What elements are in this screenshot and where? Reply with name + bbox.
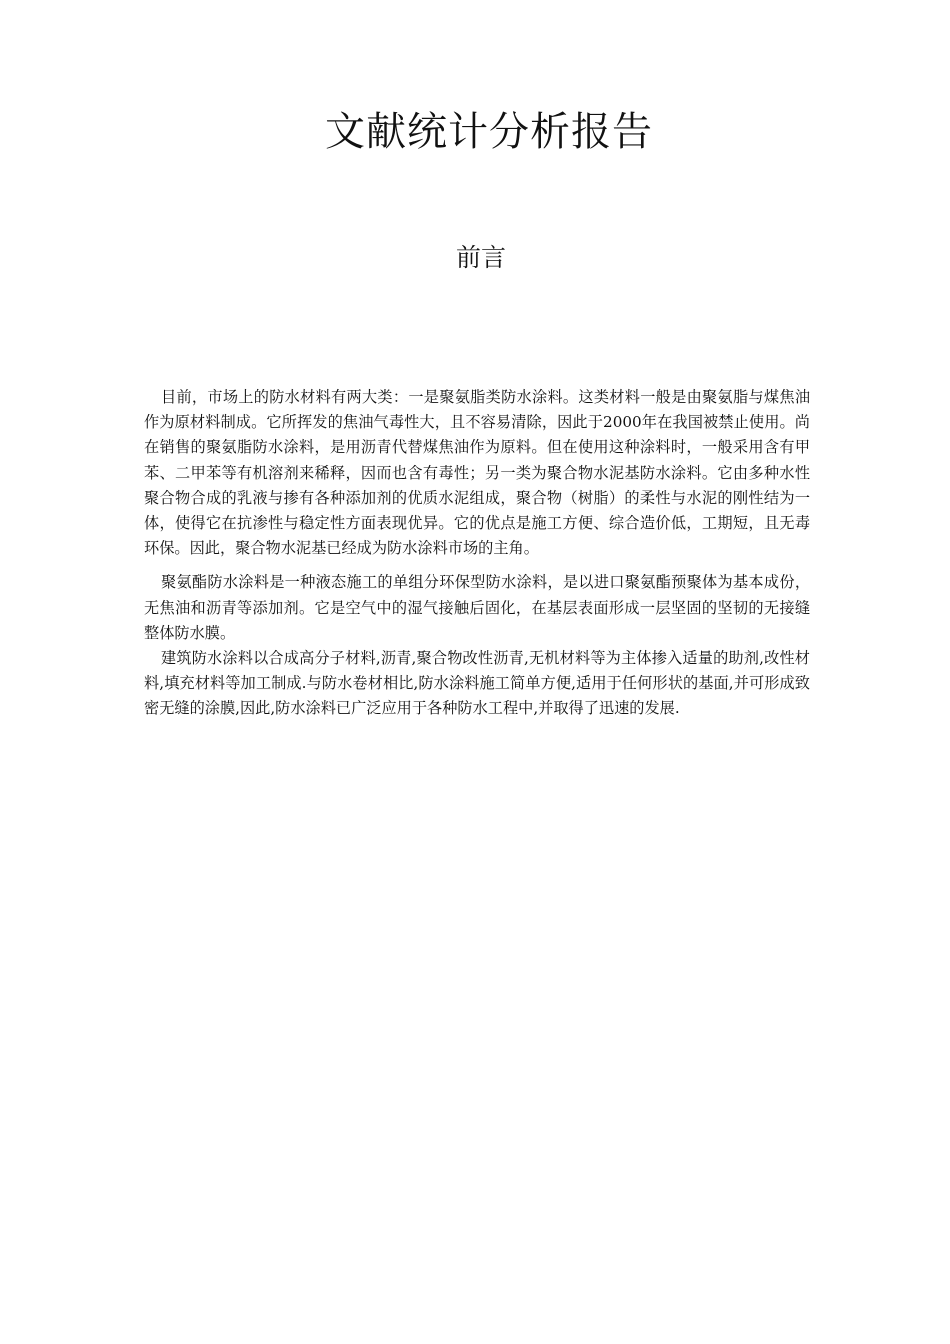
preface-body xyxy=(144,385,810,722)
section-heading-preface: 前言 xyxy=(455,243,506,272)
paragraph-building-waterproof-coating: 建筑防水涂料以合成高分子材料,沥青,聚合物改性沥青,无机材料等为主体掺入适量的助剂,改性材料,填充材料等加工制成.与防水卷材相比,防水涂料施工简单方便,适用于任何形状的基面,并可形成致密无缝的涂膜,因此,防水涂料已广泛应用于各种防水工程中,并取得了迅速的发展. xyxy=(144,649,810,718)
document-title: 文献统计分析报告 xyxy=(325,109,653,155)
paragraph-polyurethane-coating: 聚氨酯防水涂料是一种液态施工的单组分环保型防水涂料，是以进口聚氨酯预聚体为基本成份，无焦油和沥青等添加剂。它是空气中的湿气接触后固化，在基层表面形成一层坚固的坚韧的无接缝整体防水膜。 xyxy=(144,573,810,642)
paragraph-waterproof-materials-overview: 目前，市场上的防水材料有两大类：一是聚氨脂类防水涂料。这类材料一般是由聚氨脂与煤焦油作为原材料制成。它所挥发的焦油气毒性大，且不容易清除，因此于2000年在我国被禁止使用。尚在销售的聚氨脂防水涂料，是用沥青代替煤焦油作为原料。但在使用这种涂料时，一般采用含有甲苯、二甲苯等有机溶剂来稀释，因而也含有毒性；另一类为聚合物水泥基防水涂料。它由多种水性聚合物合成的乳液与掺有各种添加剂的优质水泥组成，聚合物（树脂）的柔性与水泥的刚性结为一体，使得它在抗渗性与稳定性方面表现优异。它的优点是施工方便、综合造价低，工期短，且无毒环保。因此，聚合物水泥基已经成为防水涂料市场的主角。 xyxy=(144,388,810,558)
